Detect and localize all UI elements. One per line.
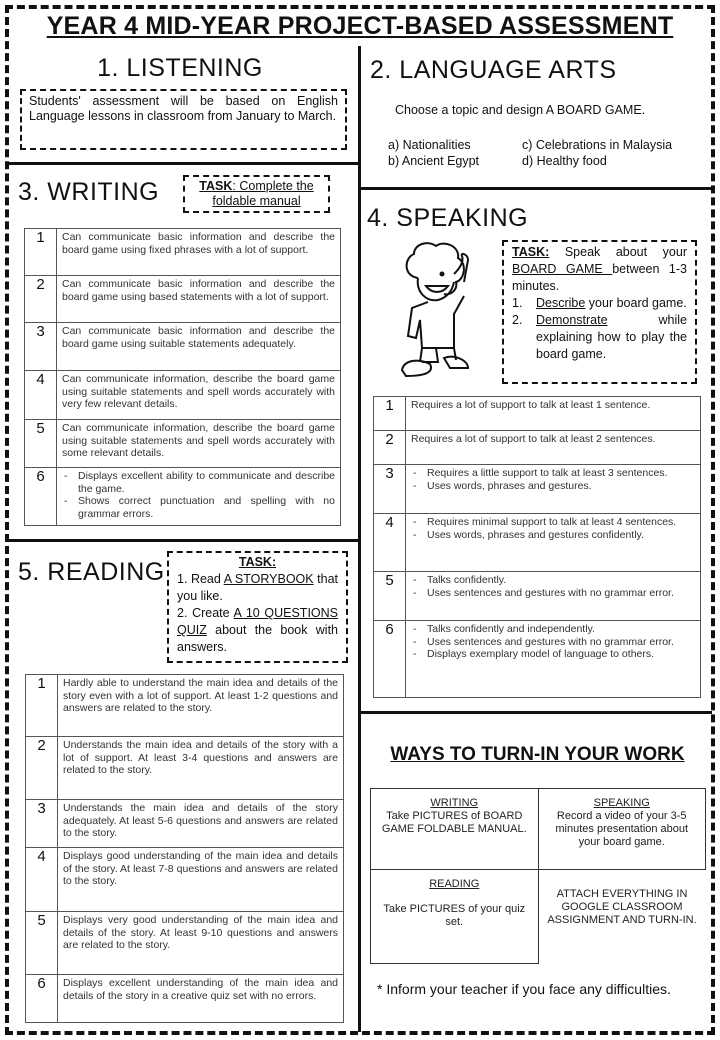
band-number: 1 xyxy=(374,397,406,431)
task-label: TASK xyxy=(199,179,233,193)
band-number: 2 xyxy=(26,737,58,800)
descriptor-line: - Shows correct punctuation and spelling with no grammar errors. xyxy=(64,495,335,520)
band-number: 6 xyxy=(26,975,58,1023)
descriptor-text: Talks confidently. xyxy=(427,574,507,586)
band-number: 5 xyxy=(26,912,58,975)
task-text: about the book with answers. xyxy=(177,623,338,654)
rubric-row xyxy=(374,431,701,465)
descriptor-line: Understands the main idea and details of the story with a lot of support. At least 3-4 questions and answers are related to the story. xyxy=(63,739,338,776)
band-number: 1 xyxy=(25,229,57,276)
writing-rubric-table xyxy=(24,228,341,526)
band-descriptor xyxy=(58,975,344,1023)
band-descriptor xyxy=(406,397,701,431)
writing-task-text: : Complete the foldable manual xyxy=(212,179,314,208)
task-text: BOARD GAME xyxy=(512,262,613,276)
descriptor-line: Displays very good understanding of the main idea and details of the story. At least 9-10 questions and answers are related to the story. xyxy=(63,914,338,951)
band-number: 4 xyxy=(26,848,58,912)
band-descriptor xyxy=(406,621,701,698)
task-label: TASK: xyxy=(512,245,550,259)
cell-title: SPEAKING xyxy=(593,797,650,809)
rubric-row xyxy=(26,912,344,975)
footnote: * Inform your teacher if you face any difficulties. xyxy=(377,981,671,997)
band-descriptor xyxy=(58,912,344,975)
descriptor-line: Hardly able to understand the main idea and details of the story even with a lot of support. At least 1-2 questions and answers are related to the story. xyxy=(63,677,338,714)
band-descriptor xyxy=(57,371,341,420)
descriptor-line: - Requires a little support to talk at least 3 sentences. xyxy=(413,467,668,479)
descriptor-line: - Displays excellent ability to communicate and describe the game. xyxy=(64,470,335,495)
band-number: 4 xyxy=(25,371,57,420)
band-descriptor xyxy=(57,276,341,323)
cell-title: WRITING xyxy=(430,797,479,809)
rubric-row xyxy=(374,514,701,572)
topic-option: d) Healthy food xyxy=(522,154,607,168)
topic-options-left xyxy=(388,137,479,169)
task-text: that you like. xyxy=(177,572,338,603)
descriptor-line: Requires a lot of support to talk at least 1 sentence. xyxy=(411,399,651,411)
descriptor-text: Uses sentences and gestures with no grammar error. xyxy=(427,635,674,648)
cell-text: Take PICTURES of BOARD GAME FOLDABLE MANUAL. xyxy=(381,810,527,835)
descriptor-text: Displays excellent ability to communicate and describe the game. xyxy=(78,470,335,495)
band-number: 2 xyxy=(374,431,406,465)
band-descriptor xyxy=(406,465,701,514)
section-divider xyxy=(8,162,360,165)
topic-options-right xyxy=(522,137,672,169)
band-number: 6 xyxy=(374,621,406,698)
section-divider xyxy=(360,711,712,714)
descriptor-text: Requires minimal support to talk at least 4 sentences. xyxy=(427,516,677,528)
descriptor-text: Uses sentences and gestures with no grammar error. xyxy=(427,586,674,599)
descriptor-line: - Uses words, phrases and gestures. xyxy=(413,479,592,492)
reading-turn-in-cell xyxy=(371,870,539,964)
cell-title: READING xyxy=(429,878,480,890)
band-number: 5 xyxy=(25,420,57,468)
band-descriptor xyxy=(57,420,341,468)
reading-task-box xyxy=(167,551,348,663)
section-divider xyxy=(8,539,360,542)
band-descriptor xyxy=(58,800,344,848)
speaking-turn-in-cell xyxy=(538,789,706,870)
band-number: 6 xyxy=(25,468,57,526)
cell-text: Take PICTURES of your quiz set. xyxy=(383,903,526,928)
writing-task-box xyxy=(183,175,330,213)
rubric-row xyxy=(25,420,341,468)
task-text: A 10 QUESTIONS QUIZ xyxy=(177,606,339,637)
cell-text: Record a video of your 3-5 minutes presentation about your board game. xyxy=(555,810,689,848)
section-divider xyxy=(360,187,712,190)
topic-option: b) Ancient Egypt xyxy=(388,154,480,168)
band-descriptor xyxy=(406,431,701,465)
descriptor-text: Uses words, phrases and gestures. xyxy=(427,479,592,492)
page-title: YEAR 4 MID-YEAR PROJECT-BASED ASSESSMENT xyxy=(46,12,674,40)
descriptor-line: - Talks confidently. xyxy=(413,574,507,586)
band-number: 3 xyxy=(26,800,58,848)
band-number: 3 xyxy=(25,323,57,371)
speaking-rubric-table xyxy=(373,396,701,698)
band-descriptor xyxy=(58,737,344,800)
descriptor-line: Displays good understanding of the main idea and details of the story. At least 7-8 questions and answers are related to the story. xyxy=(63,850,338,887)
band-descriptor xyxy=(58,848,344,912)
speaking-heading: 4. SPEAKING xyxy=(367,204,529,232)
band-number: 3 xyxy=(374,465,406,514)
descriptor-line: - Uses sentences and gestures with no grammar error. xyxy=(413,586,674,599)
rubric-row xyxy=(25,371,341,420)
band-descriptor xyxy=(57,468,341,526)
rubric-row xyxy=(26,975,344,1023)
descriptor-line: Understands the main idea and details of the story adequately. At least 5-6 questions and answers are related to the story. xyxy=(63,802,338,839)
writing-turn-in-cell xyxy=(371,789,539,870)
band-number: 2 xyxy=(25,276,57,323)
descriptor-line: Displays excellent understanding of the main idea and details of the story in a creative quiz set with no errors. xyxy=(63,977,338,1002)
rubric-row xyxy=(25,468,341,526)
rubric-row xyxy=(374,465,701,514)
rubric-row xyxy=(26,848,344,912)
turn-in-table xyxy=(370,788,706,964)
boy-illustration-icon xyxy=(398,238,474,380)
reading-rubric-table xyxy=(25,674,344,1023)
band-descriptor xyxy=(57,229,341,276)
task-text: between 1-3 minutes. xyxy=(512,262,687,293)
task-step: 1. Describe your board game. xyxy=(512,296,687,310)
attach-cell xyxy=(538,870,706,964)
band-number: 1 xyxy=(26,675,58,737)
band-descriptor xyxy=(406,514,701,572)
descriptor-text: Uses words, phrases and gestures confidently. xyxy=(427,528,644,541)
descriptor-text: Shows correct punctuation and spelling with no grammar errors. xyxy=(78,495,335,520)
rubric-row xyxy=(374,621,701,698)
descriptor-line: - Displays exemplary model of language to others. xyxy=(413,648,655,660)
rubric-row xyxy=(25,323,341,371)
descriptor-line: - Talks confidently and independently. xyxy=(413,623,595,635)
descriptor-line: Can communicate basic information and describe the board game using suitable statements adequately. xyxy=(62,325,335,350)
language-arts-instruction: Choose a topic and design A BOARD GAME. xyxy=(395,103,646,117)
task-text: 1. Read xyxy=(177,572,224,586)
descriptor-line: - Uses words, phrases and gestures confidently. xyxy=(413,528,644,541)
rubric-row xyxy=(26,800,344,848)
rubric-row xyxy=(26,737,344,800)
speaking-task-box xyxy=(502,240,697,384)
descriptor-line: - Uses sentences and gestures with no grammar error. xyxy=(413,635,674,648)
language-arts-heading: 2. LANGUAGE ARTS xyxy=(370,56,617,84)
listening-description: Students' assessment will be based on English Language lessons in classroom from January to March. xyxy=(20,89,347,150)
band-descriptor xyxy=(406,572,701,621)
rubric-row xyxy=(25,229,341,276)
descriptor-line: Can communicate information, describe the board game using suitable statements and spell words accurately with some relevant details. xyxy=(62,422,335,459)
descriptor-line: - Requires minimal support to talk at least 4 sentences. xyxy=(413,516,677,528)
descriptor-line: Can communicate basic information and describe the board game using based statements with a lot of support. xyxy=(62,278,335,303)
task-text: 2. Create xyxy=(177,606,234,620)
reading-heading: 5. READING xyxy=(18,558,165,586)
rubric-row xyxy=(374,397,701,431)
descriptor-text: Displays exemplary model of language to others. xyxy=(427,648,655,660)
descriptor-line: Requires a lot of support to talk at least 2 sentences. xyxy=(411,433,656,445)
band-number: 4 xyxy=(374,514,406,572)
cell-text: ATTACH EVERYTHING IN GOOGLE CLASSROOM ASSIGNMENT AND TURN-IN. xyxy=(547,888,697,926)
descriptor-line: Can communicate basic information and describe the board game using fixed phrases with a lot of support. xyxy=(62,231,335,256)
rubric-row xyxy=(25,276,341,323)
task-text: A STORYBOOK xyxy=(223,572,314,586)
rubric-row xyxy=(374,572,701,621)
rubric-row xyxy=(26,675,344,737)
task-step: 2. Demonstrate while explaining how to play the board game. xyxy=(512,313,687,361)
task-text: Speak about your xyxy=(549,245,687,259)
descriptor-text: Requires a little support to talk at least 3 sentences. xyxy=(427,467,668,479)
task-label: TASK: xyxy=(238,555,277,569)
band-descriptor xyxy=(58,675,344,737)
descriptor-text: Talks confidently and independently. xyxy=(427,623,595,635)
band-descriptor xyxy=(57,323,341,371)
writing-heading: 3. WRITING xyxy=(18,178,160,206)
descriptor-line: Can communicate information, describe the board game using suitable statements and spell words accurately with very few relevant details. xyxy=(62,373,335,410)
topic-option: a) Nationalities xyxy=(388,138,471,152)
topic-option: c) Celebrations in Malaysia xyxy=(522,138,673,152)
listening-heading: 1. LISTENING xyxy=(97,54,263,82)
band-number: 5 xyxy=(374,572,406,621)
ways-heading: WAYS TO TURN-IN YOUR WORK xyxy=(390,744,685,765)
